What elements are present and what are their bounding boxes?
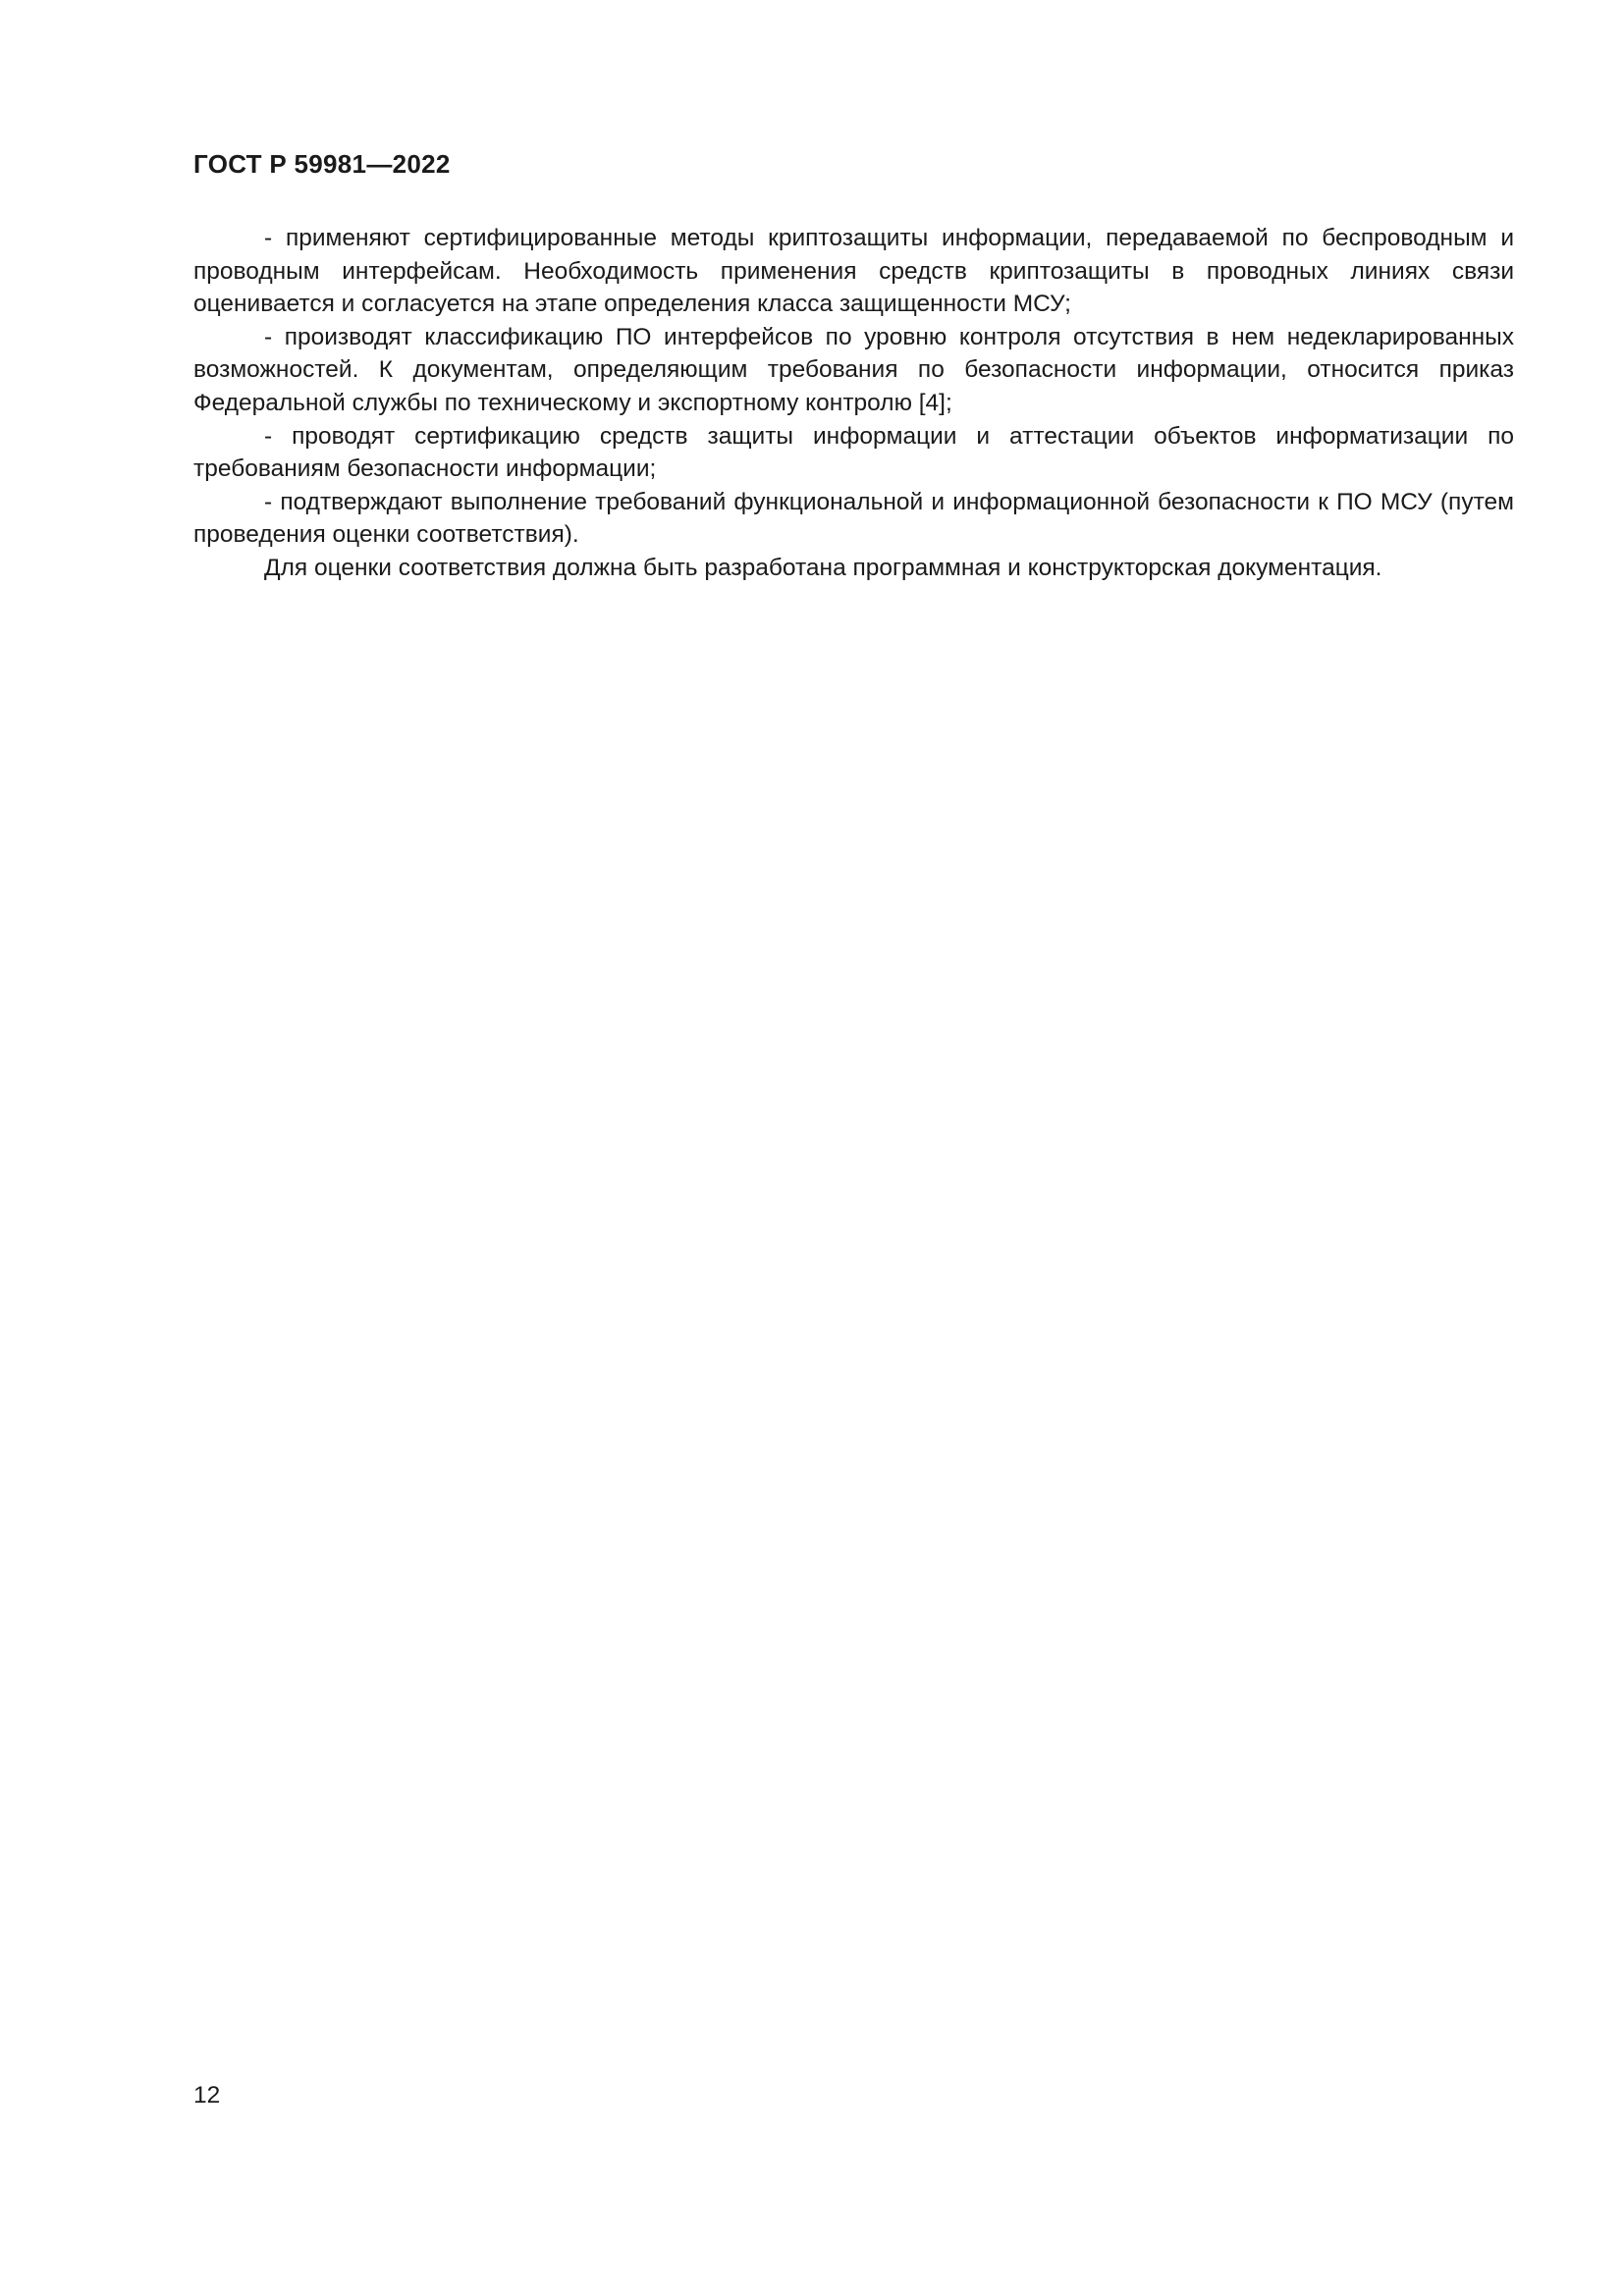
body-text (193, 222, 1514, 585)
document-header: ГОСТ Р 59981—2022 (193, 149, 451, 179)
paragraph-certification: - проводят сертификацию средств защиты информации и аттестации объектов информатизации по требованиям безопасности информации; (193, 422, 1514, 483)
paragraph-safety-confirmation: - подтверждают выполнение требований функциональной и информационной безопасности к ПО МСУ (путем проведения оценки соответствия). (193, 488, 1514, 549)
page-number: 12 (193, 2082, 221, 2109)
paragraph-software-classification: - производят классификацию ПО интерфейсов по уровню контроля отсутствия в нем недекларированных возможностей. К документам, определяющим требования по безопасности информации, относится приказ Федеральной службы по техническому и экспортному контролю [4]; (193, 323, 1514, 416)
paragraph-documentation: Для оценки соответствия должна быть разработана программная и конструкторская документация. (264, 554, 1382, 581)
paragraph-crypto-protection: - применяют сертифицированные методы криптозащиты информации, передаваемой по беспроводным и проводным интерфейсам. Необходимость применения средств криптозащиты в проводных линиях связи оценивается и согласуется на этапе определения класса защищенности МСУ; (193, 225, 1514, 318)
